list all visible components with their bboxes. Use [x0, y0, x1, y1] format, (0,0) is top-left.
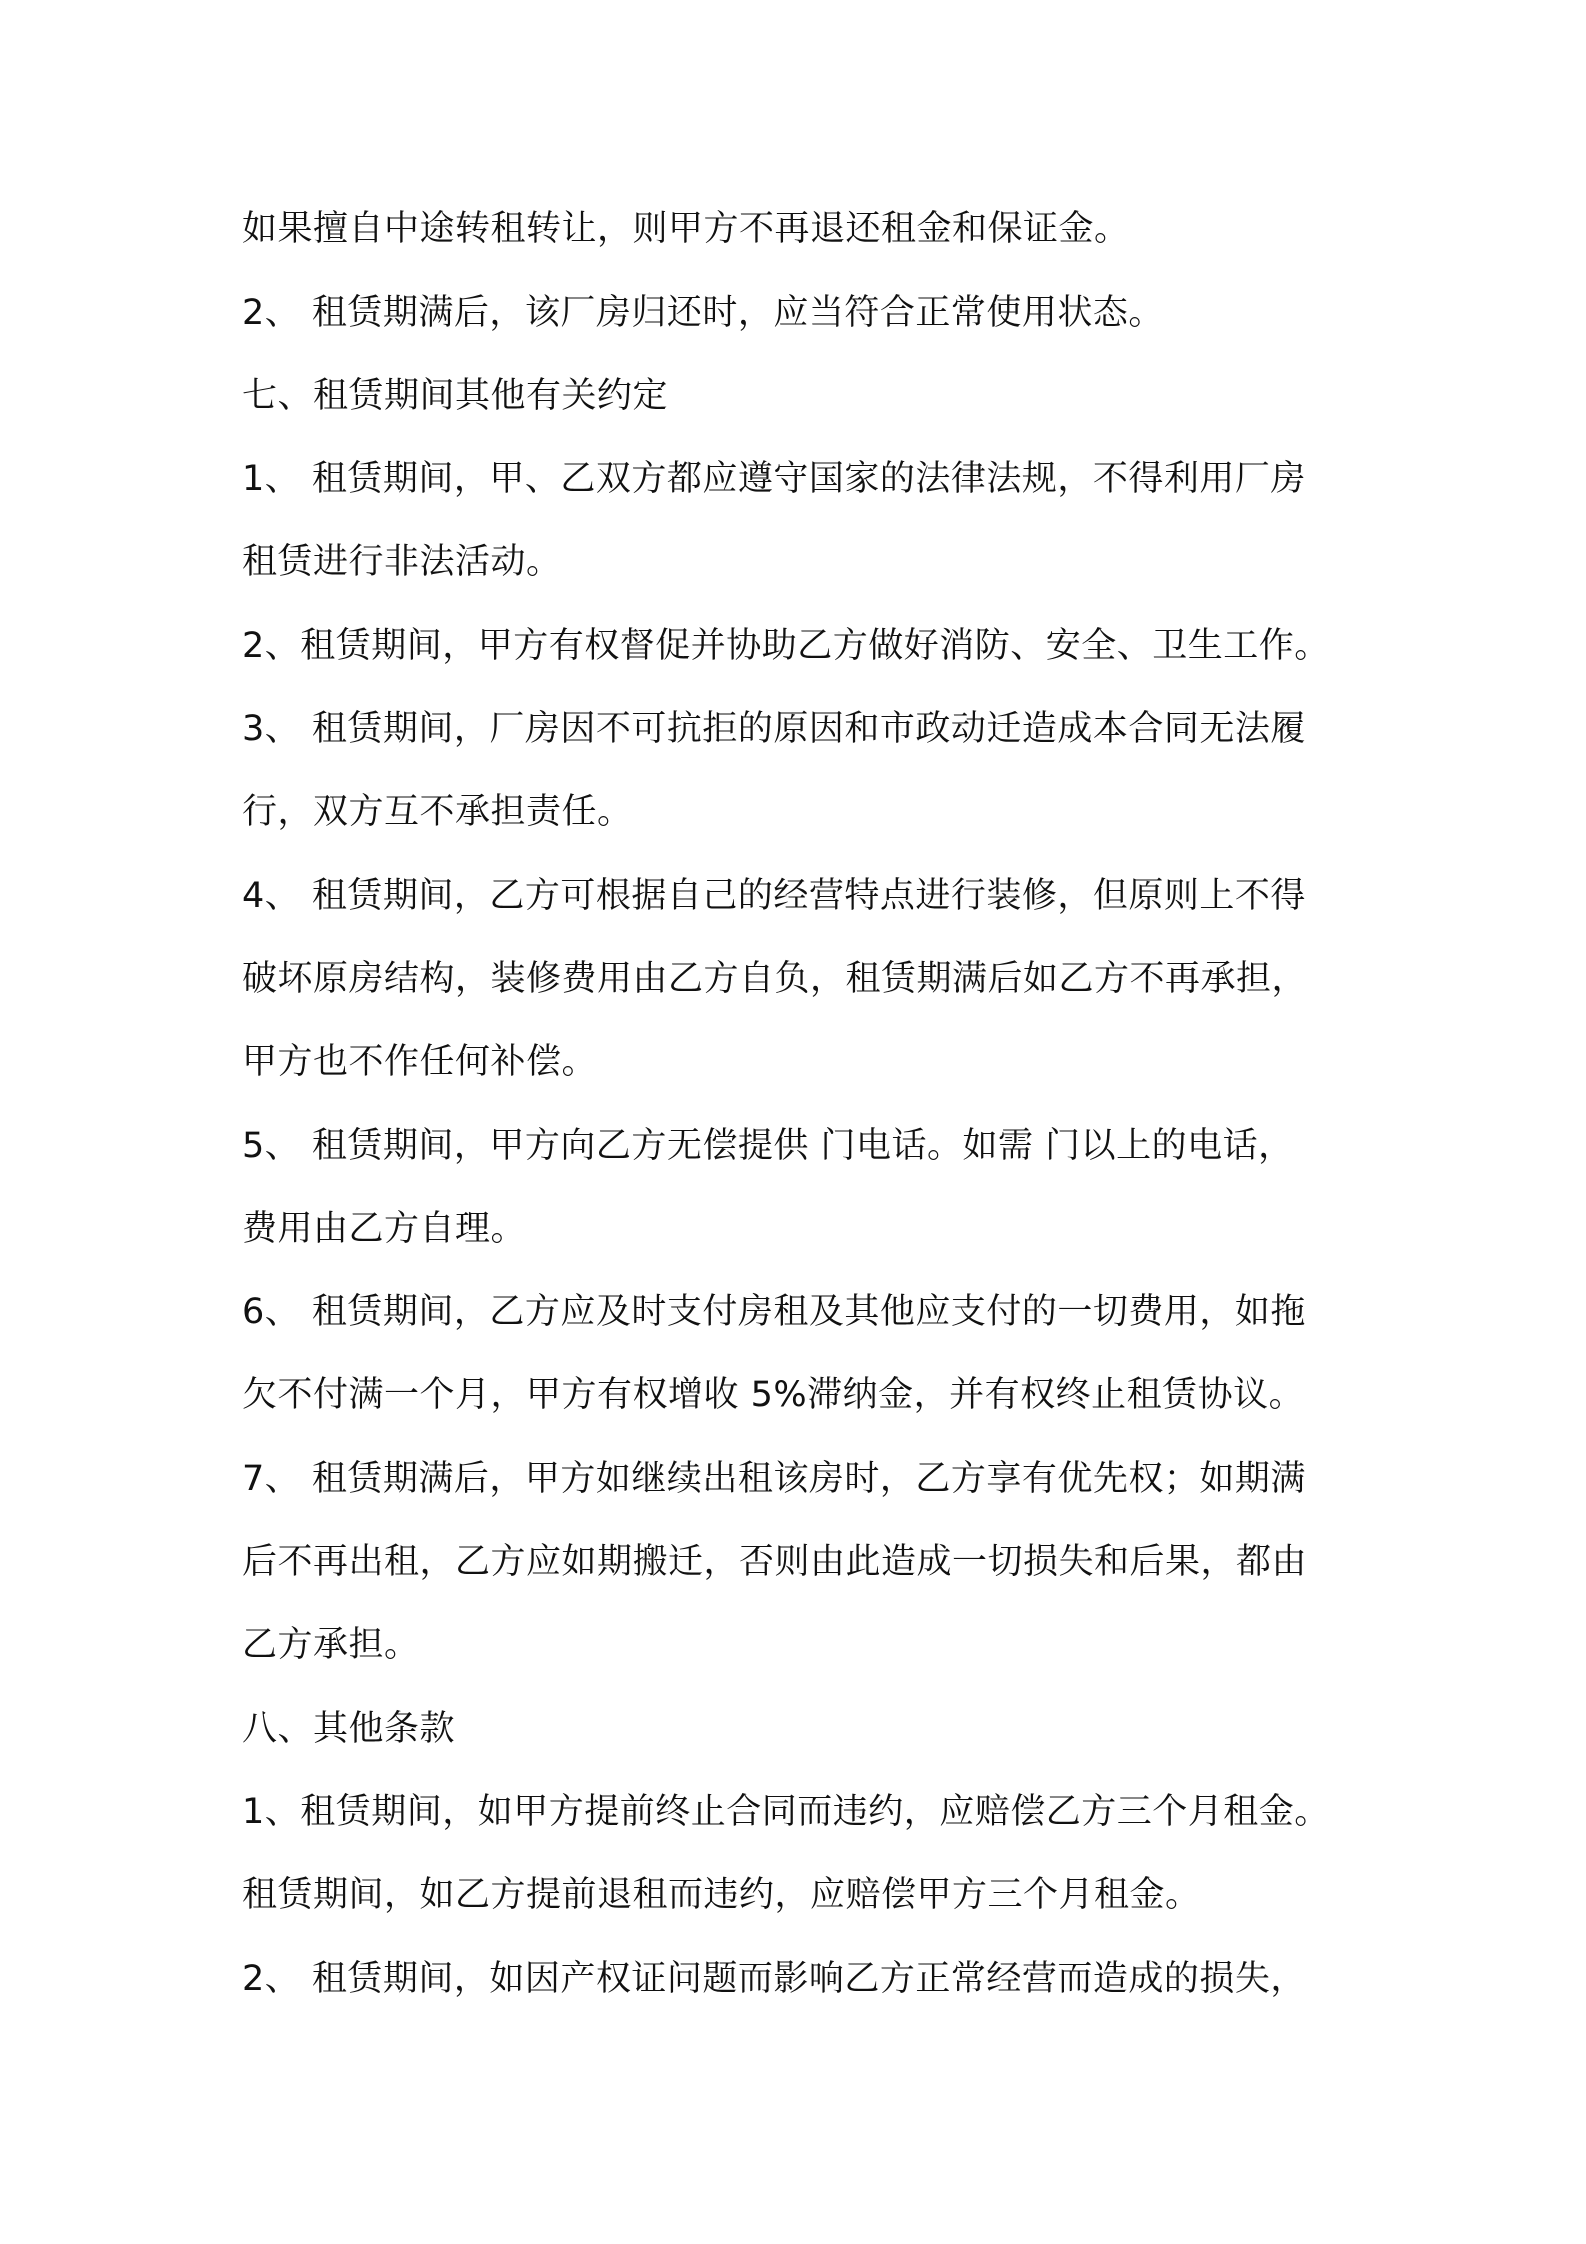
text-line: 破坏原房结构，装修费用由乙方自负，租赁期满后如乙方不再承担， — [242, 959, 1308, 999]
text-line: 后不再出租，乙方应如期搬迁，否则由此造成一切损失和后果，都由 — [242, 1542, 1308, 1582]
text-line: 3、 租赁期间，厂房因不可抗拒的原因和市政动迁造成本合同无法履 — [242, 709, 1306, 749]
text-line: 5、 租赁期间，甲方向乙方无偿提供 门电话。如需 门以上的电话， — [242, 1126, 1294, 1166]
text-line: 1、租赁期间，如甲方提前终止合同而违约，应赔偿乙方三个月租金。 — [242, 1792, 1330, 1832]
section-heading: 七、租赁期间其他有关约定 — [242, 376, 669, 416]
text-line: 2、 租赁期间，如因产权证问题而影响乙方正常经营而造成的损失， — [242, 1959, 1306, 1999]
section-heading: 八、其他条款 — [242, 1709, 456, 1749]
text-line: 6、 租赁期间，乙方应及时支付房租及其他应支付的一切费用，如拖 — [242, 1292, 1306, 1332]
text-line: 4、 租赁期间，乙方可根据自己的经营特点进行装修，但原则上不得 — [242, 876, 1306, 916]
text-line: 7、 租赁期满后，甲方如继续出租该房时，乙方享有优先权；如期满 — [242, 1459, 1306, 1499]
text-line: 租赁期间，如乙方提前退租而违约，应赔偿甲方三个月租金。 — [242, 1875, 1201, 1915]
text-line: 租赁进行非法活动。 — [242, 542, 562, 582]
text-line: 费用由乙方自理。 — [242, 1209, 527, 1249]
text-line: 2、 租赁期满后，该厂房归还时，应当符合正常使用状态。 — [242, 293, 1164, 333]
text-line: 欠不付满一个月，甲方有权增收 5%滞纳金，并有权终止租赁协议。 — [242, 1375, 1305, 1415]
text-line: 2、租赁期间，甲方有权督促并协助乙方做好消防、安全、卫生工作。 — [242, 626, 1330, 666]
text-line: 行，双方互不承担责任。 — [242, 792, 633, 832]
text-line: 乙方承担。 — [242, 1625, 420, 1665]
text-line: 甲方也不作任何补偿。 — [242, 1042, 598, 1082]
text-line: 1、 租赁期间，甲、乙双方都应遵守国家的法律法规，不得利用厂房 — [242, 459, 1306, 499]
text-line: 如果擅自中途转租转让，则甲方不再退还租金和保证金。 — [242, 209, 1130, 249]
